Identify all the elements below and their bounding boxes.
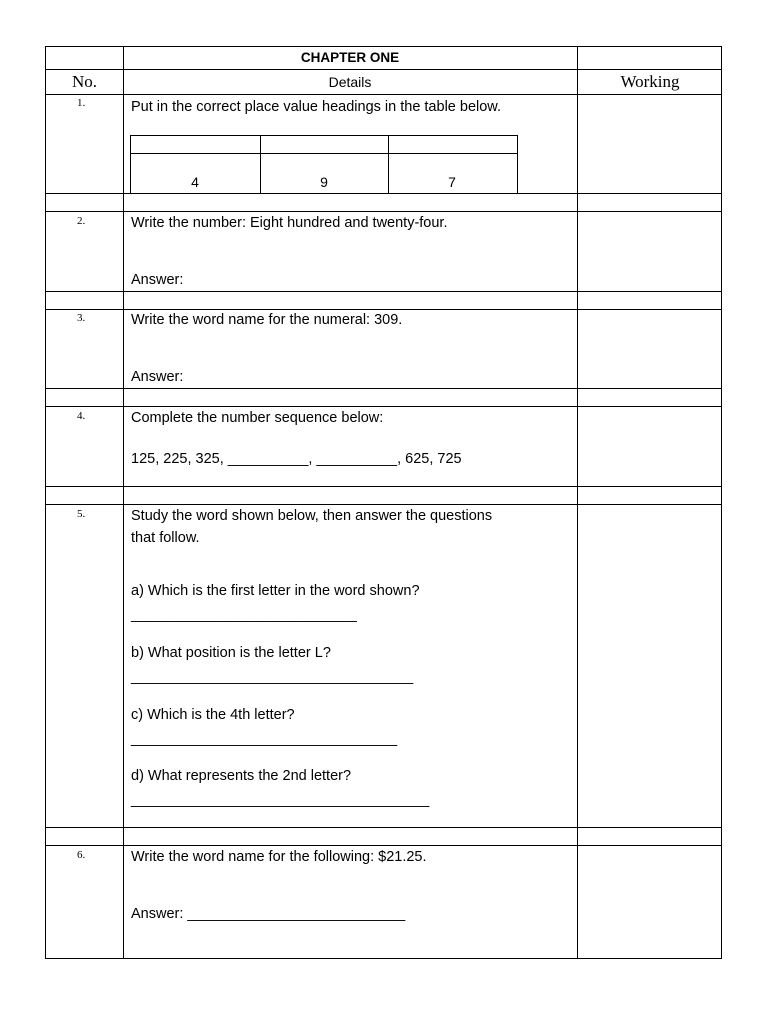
answer-blank: _____________________________________ (131, 792, 430, 808)
answer-label: Answer: (131, 369, 184, 385)
row-divider (46, 504, 721, 505)
question-text: Write the number: Eight hundred and twenty-four. (131, 215, 448, 231)
answer-label: Answer: ___________________________ (131, 906, 406, 922)
place-value-digit: 9 (320, 174, 328, 190)
sub-question: a) Which is the first letter in the word shown? (131, 583, 420, 599)
row-divider (46, 827, 721, 828)
answer-blank: _________________________________ (131, 731, 398, 747)
place-value-digit: 7 (448, 174, 456, 190)
column-header-no: No. (71, 72, 98, 91)
question-text: Put in the correct place value headings in the table below. (131, 99, 501, 115)
row-divider (46, 845, 721, 846)
row-divider (46, 309, 721, 310)
chapter-title: CHAPTER ONE (300, 50, 400, 65)
row-divider (46, 94, 721, 95)
column-divider (123, 47, 124, 958)
question-number: 2. (77, 215, 86, 227)
place-value-table (130, 135, 518, 194)
question-number: 5. (77, 508, 86, 520)
question-number: 1. (77, 97, 86, 109)
question-text: Complete the number sequence below: (131, 410, 384, 426)
worksheet-table (45, 46, 722, 959)
row-divider (46, 69, 721, 70)
row-divider (46, 406, 721, 407)
column-divider (577, 47, 578, 958)
answer-blank: ___________________________________ (131, 669, 414, 685)
question-number: 6. (77, 849, 86, 861)
sub-question: b) What position is the letter L? (131, 645, 331, 661)
sub-question: c) Which is the 4th letter? (131, 707, 295, 723)
row-divider (46, 291, 721, 292)
question-text: Write the word name for the following: $21.25. (131, 849, 427, 865)
question-number: 4. (77, 410, 86, 422)
answer-blank: ____________________________ (131, 607, 357, 623)
question-text: that follow. (131, 530, 200, 546)
answer-label: Answer: (131, 272, 184, 288)
row-divider (46, 211, 721, 212)
row-divider (46, 486, 721, 487)
question-number: 3. (77, 312, 86, 324)
question-text: Study the word shown below, then answer the questions (131, 508, 493, 524)
row-divider (46, 388, 721, 389)
column-header-working: Working (620, 72, 680, 91)
question-text: Write the word name for the numeral: 309. (131, 312, 403, 328)
place-value-digit: 4 (191, 174, 199, 190)
number-sequence: 125, 225, 325, __________, __________, 625, 725 (131, 451, 462, 467)
sub-question: d) What represents the 2nd letter? (131, 768, 352, 784)
column-header-details: Details (328, 74, 372, 90)
